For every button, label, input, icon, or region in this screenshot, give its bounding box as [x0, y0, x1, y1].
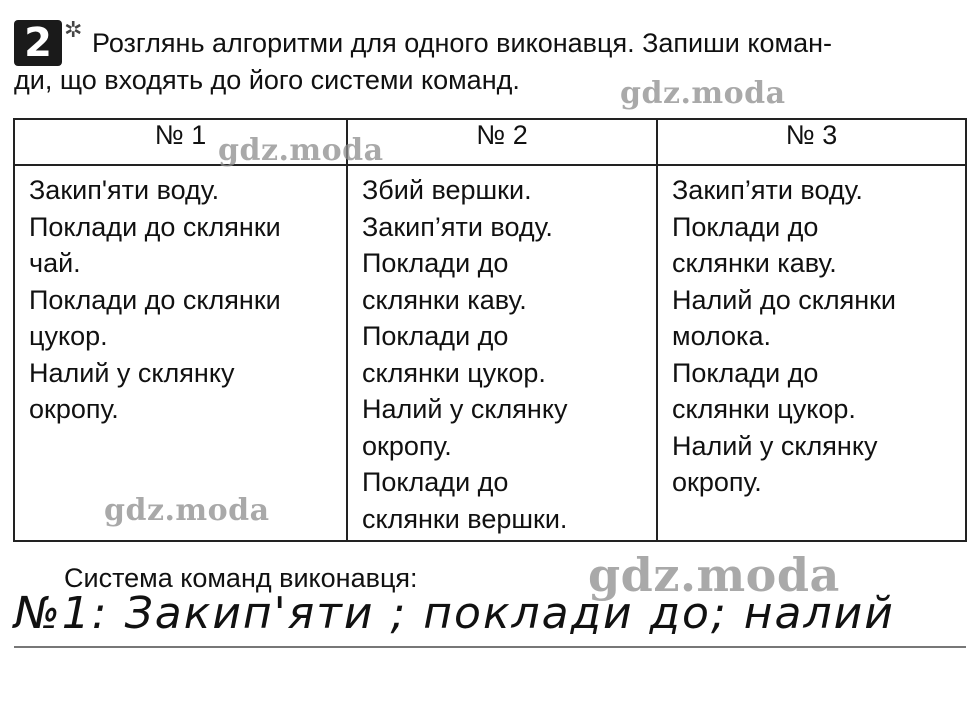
header-algorithm-3: № 3	[657, 119, 966, 165]
algorithms-table	[13, 118, 967, 542]
algorithm-1-line: окропу.	[29, 394, 119, 424]
algorithm-3-line: склянки цукор.	[672, 394, 856, 424]
table-header-row	[14, 119, 966, 165]
algorithm-1-line: Поклади до склянки	[29, 211, 281, 242]
algorithm-3-line: молока.	[672, 321, 771, 351]
algorithm-1-line: Налий у склянку	[29, 357, 235, 388]
algorithm-2-line: окропу.	[362, 430, 452, 461]
system-commands-label: Система команд виконавця:	[64, 563, 418, 593]
handwritten-answer: №1: Закип'яти ; поклади до; налий	[14, 588, 895, 639]
algorithm-1-line: цукор.	[29, 321, 108, 351]
algorithm-3-line: окропу.	[672, 467, 762, 497]
algorithm-3-cell	[657, 165, 966, 541]
star-icon: ✲	[64, 18, 83, 43]
algorithm-1-line: Закип'яти воду.	[29, 175, 220, 205]
algorithm-3-line: Налий до склянки	[672, 284, 897, 315]
algorithm-2-line: Поклади до	[362, 321, 509, 351]
algorithm-2-line: склянки цукор.	[362, 357, 546, 388]
algorithm-2-cell	[347, 165, 657, 541]
algorithm-3-line: Поклади до	[672, 357, 819, 388]
algorithm-3-line: Закип’яти воду.	[672, 175, 863, 205]
algorithm-3-line: Налий у склянку	[672, 430, 878, 461]
header-algorithm-1: № 1	[14, 119, 347, 165]
algorithm-2-line: Поклади до	[362, 467, 509, 497]
algorithm-1-line: чай.	[29, 248, 81, 278]
answer-line	[14, 646, 966, 648]
watermark: gdz.moda	[104, 493, 270, 528]
algorithm-1-line: Поклади до склянки	[29, 284, 281, 315]
watermark: gdz.moda	[218, 133, 384, 168]
algorithm-2-line: Налий у склянку	[362, 394, 568, 424]
algorithm-2-line: Поклади до	[362, 248, 509, 278]
algorithm-3-line: склянки каву.	[672, 248, 837, 278]
watermark: gdz.moda	[588, 548, 840, 602]
algorithm-2-line: Закип’яти воду.	[362, 211, 553, 242]
task-text-line-2: ди, що входять до його системи команд.	[14, 65, 520, 95]
algorithm-2-line: склянки каву.	[362, 284, 527, 315]
watermark: gdz.moda	[620, 76, 786, 111]
algorithm-1-cell	[14, 165, 347, 541]
task-number-badge: 2	[14, 20, 62, 66]
table-body-row	[14, 165, 966, 541]
algorithm-2-line: Збий вершки.	[362, 175, 532, 205]
header-algorithm-2: № 2	[347, 119, 657, 165]
algorithm-3-line: Поклади до	[672, 211, 819, 242]
algorithm-2-line: склянки вершки.	[362, 503, 568, 534]
task-text-line-1: Розглянь алгоритми для одного виконавця. Запиши коман-	[92, 28, 832, 58]
